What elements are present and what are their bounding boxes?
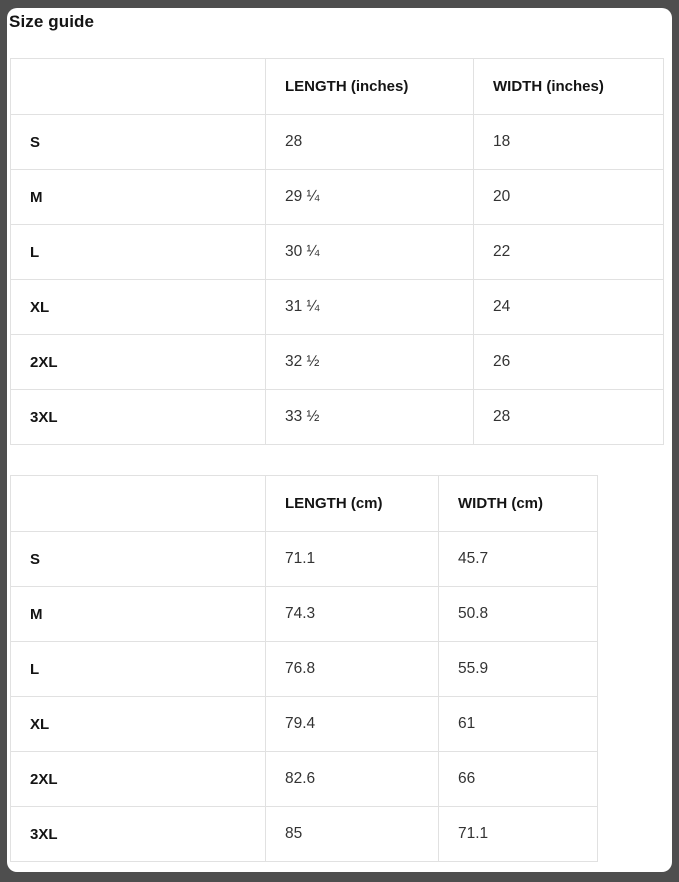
length-cell: 30 ¼	[266, 225, 474, 280]
length-cell: 76.8	[266, 642, 439, 697]
width-cell: 28	[474, 390, 664, 445]
table-row	[11, 170, 664, 225]
size-table-inches	[10, 58, 664, 445]
length-cm-header: LENGTH (cm)	[266, 476, 439, 532]
width-cm-header: WIDTH (cm)	[439, 476, 598, 532]
size-cell: 3XL	[11, 390, 266, 445]
length-cell: 74.3	[266, 587, 439, 642]
size-cell: 3XL	[11, 807, 266, 862]
size-cell: L	[11, 225, 266, 280]
size-table-cm	[10, 475, 598, 862]
table-body-cm	[11, 532, 598, 862]
width-cell: 71.1	[439, 807, 598, 862]
table-row	[11, 532, 598, 587]
width-cell: 61	[439, 697, 598, 752]
table-row	[11, 697, 598, 752]
size-cell: M	[11, 587, 266, 642]
size-cell: 2XL	[11, 335, 266, 390]
table-row	[11, 225, 664, 280]
width-cell: 24	[474, 280, 664, 335]
size-column-header	[11, 59, 266, 115]
table-row	[11, 752, 598, 807]
length-cell: 33 ½	[266, 390, 474, 445]
length-cell: 31 ¼	[266, 280, 474, 335]
modal-title: Size guide	[9, 12, 95, 31]
size-cell: S	[11, 115, 266, 170]
table-row	[11, 115, 664, 170]
width-cell: 20	[474, 170, 664, 225]
width-cell: 66	[439, 752, 598, 807]
table-row	[11, 587, 598, 642]
table-body-inches	[11, 115, 664, 445]
width-cell: 45.7	[439, 532, 598, 587]
width-cell: 18	[474, 115, 664, 170]
size-cell: 2XL	[11, 752, 266, 807]
table-row	[11, 807, 598, 862]
length-cell: 79.4	[266, 697, 439, 752]
width-inches-header: WIDTH (inches)	[474, 59, 664, 115]
width-cell: 22	[474, 225, 664, 280]
size-column-header	[11, 476, 266, 532]
length-cell: 85	[266, 807, 439, 862]
length-cell: 28	[266, 115, 474, 170]
size-guide-modal	[7, 8, 672, 872]
size-cell: S	[11, 532, 266, 587]
size-cell: XL	[11, 280, 266, 335]
table-row	[11, 280, 664, 335]
length-cell: 82.6	[266, 752, 439, 807]
table-row	[11, 390, 664, 445]
length-cell: 71.1	[266, 532, 439, 587]
header-row-inches	[11, 59, 664, 115]
size-cell: L	[11, 642, 266, 697]
table-row	[11, 642, 598, 697]
width-cell: 55.9	[439, 642, 598, 697]
size-cell: M	[11, 170, 266, 225]
width-cell: 26	[474, 335, 664, 390]
width-cell: 50.8	[439, 587, 598, 642]
table-row	[11, 335, 664, 390]
length-inches-header: LENGTH (inches)	[266, 59, 474, 115]
size-cell: XL	[11, 697, 266, 752]
length-cell: 29 ¼	[266, 170, 474, 225]
header-row-cm	[11, 476, 598, 532]
length-cell: 32 ½	[266, 335, 474, 390]
